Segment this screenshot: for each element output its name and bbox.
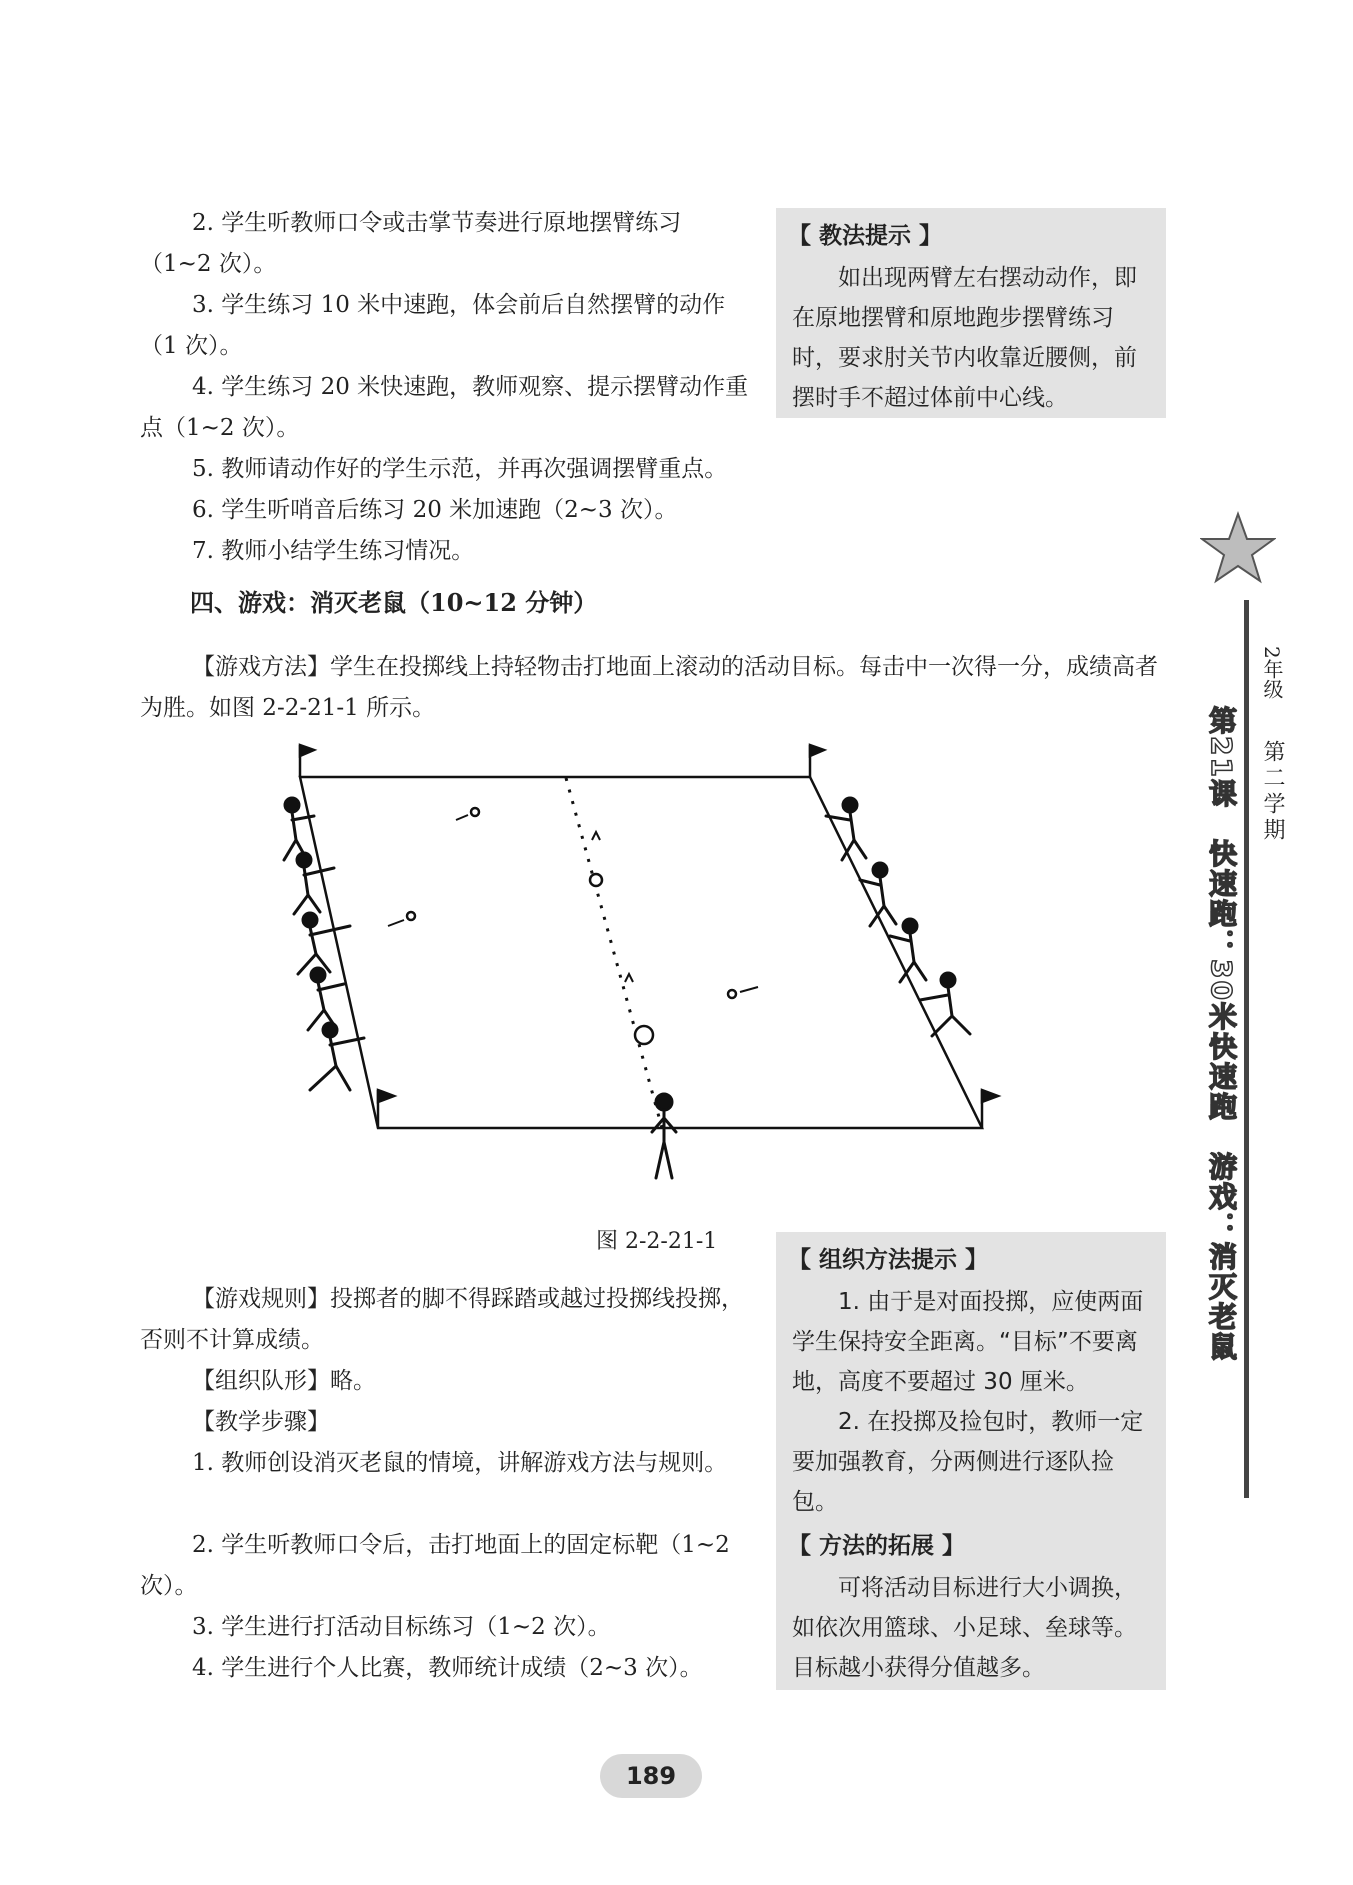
- teaching-steps-heading: 【教学步骤】: [192, 1409, 330, 1435]
- extension-heading: 【 方法的拓展 】: [788, 1533, 966, 1559]
- star-icon: [1200, 510, 1276, 586]
- step-2-paragraph: 2. 学生听教师口令或击掌节奏进行原地摆臂练习（1~2 次）。: [140, 210, 682, 277]
- game-step-2-paragraph: 2. 学生听教师口令后，击打地面上的固定标靶（1~2 次）。: [140, 1532, 730, 1599]
- page-number: 189: [600, 1754, 702, 1798]
- arrow-icon: [625, 974, 633, 982]
- organization-tip-heading: 【 组织方法提示 】: [788, 1247, 989, 1273]
- flag-icon: [810, 745, 824, 756]
- step-6-paragraph: 6. 学生听哨音后练习 20 米加速跑（2~3 次）。: [192, 497, 678, 523]
- sidebar-term: 第二学期: [1260, 740, 1285, 844]
- thrown-bag-icon: [728, 990, 736, 998]
- flag-icon: [378, 1090, 394, 1102]
- formation-paragraph: 【组织队形】略。: [192, 1368, 376, 1394]
- teaching-tip-heading: 【 教法提示 】: [788, 223, 943, 249]
- figure-caption: 图 2-2-21-1: [596, 1229, 718, 1254]
- right-thrower-group: [826, 798, 970, 1036]
- arrow-icon: [592, 832, 600, 840]
- thrown-bag-icon: [407, 912, 415, 920]
- left-thrower-group: [284, 798, 364, 1090]
- organization-tip-point-1: 1. 由于是对面投掷，应使两面学生保持安全距离。“目标”不要离地，高度不要超过 30 厘米。: [792, 1289, 1144, 1395]
- extension-body: 可将活动目标进行大小调换，如依次用篮球、小足球、垒球等。目标越小获得分值越多。: [792, 1575, 1137, 1681]
- game-rules-paragraph: 【游戏规则】投掷者的脚不得踩踏或越过投掷线投掷，否则不计算成绩。: [140, 1286, 744, 1353]
- game-step-4-paragraph: 4. 学生进行个人比赛，教师统计成绩（2~3 次）。: [192, 1655, 703, 1681]
- thrown-bag-icon: [471, 808, 479, 816]
- step-4-paragraph: 4. 学生练习 20 米快速跑，教师观察、提示摆臂动作重点（1~2 次）。: [140, 374, 749, 441]
- step-7-paragraph: 7. 教师小结学生练习情况。: [192, 538, 475, 564]
- teaching-tip-body: 如出现两臂左右摆动动作，即在原地摆臂和原地跑步摆臂练习时，要求肘关节内收靠近腰侧，前摆时手不超过体前中心线。: [792, 265, 1137, 411]
- motion-mark: [456, 815, 468, 820]
- flag-icon: [300, 745, 314, 756]
- flag-icon: [982, 1090, 998, 1102]
- field-outline: [300, 777, 982, 1128]
- motion-mark: [388, 920, 404, 926]
- sidebar-grade: 2年级: [1260, 646, 1284, 699]
- center-student: [652, 1094, 676, 1178]
- sidebar-lesson-title: 第21课 快速跑：30米快速跑 游戏：消灭老鼠: [1205, 706, 1238, 1362]
- game-step-1-paragraph: 1. 教师创设消灭老鼠的情境，讲解游戏方法与规则。: [192, 1450, 728, 1476]
- game-method-paragraph: 【游戏方法】学生在投掷线上持轻物击打地面上滚动的活动目标。每击中一次得一分，成绩高者为胜。如图 2-2-21-1 所示。: [140, 654, 1158, 721]
- step-5-paragraph: 5. 教师请动作好的学生示范，并再次强调摆臂重点。: [192, 456, 728, 482]
- sidebar-divider: [1244, 600, 1249, 1498]
- organization-tip-point-2: 2. 在投掷及捡包时，教师一定要加强教育，分两侧进行逐队捡包。: [792, 1409, 1144, 1515]
- motion-mark: [740, 987, 758, 992]
- game-step-3-paragraph: 3. 学生进行打活动目标练习（1~2 次）。: [192, 1614, 611, 1640]
- organization-tip-box: [776, 1232, 1166, 1690]
- target-ball-icon: [635, 1026, 653, 1044]
- section-heading: 四、游戏：消灭老鼠（10~12 分钟）: [190, 588, 598, 617]
- target-ball-icon: [590, 874, 602, 886]
- teaching-tip-box: [776, 208, 1166, 418]
- target-path-line: [566, 778, 662, 1128]
- game-field-figure: [270, 730, 1030, 1190]
- step-3-paragraph: 3. 学生练习 10 米中速跑，体会前后自然摆臂的动作（1 次）。: [140, 292, 726, 359]
